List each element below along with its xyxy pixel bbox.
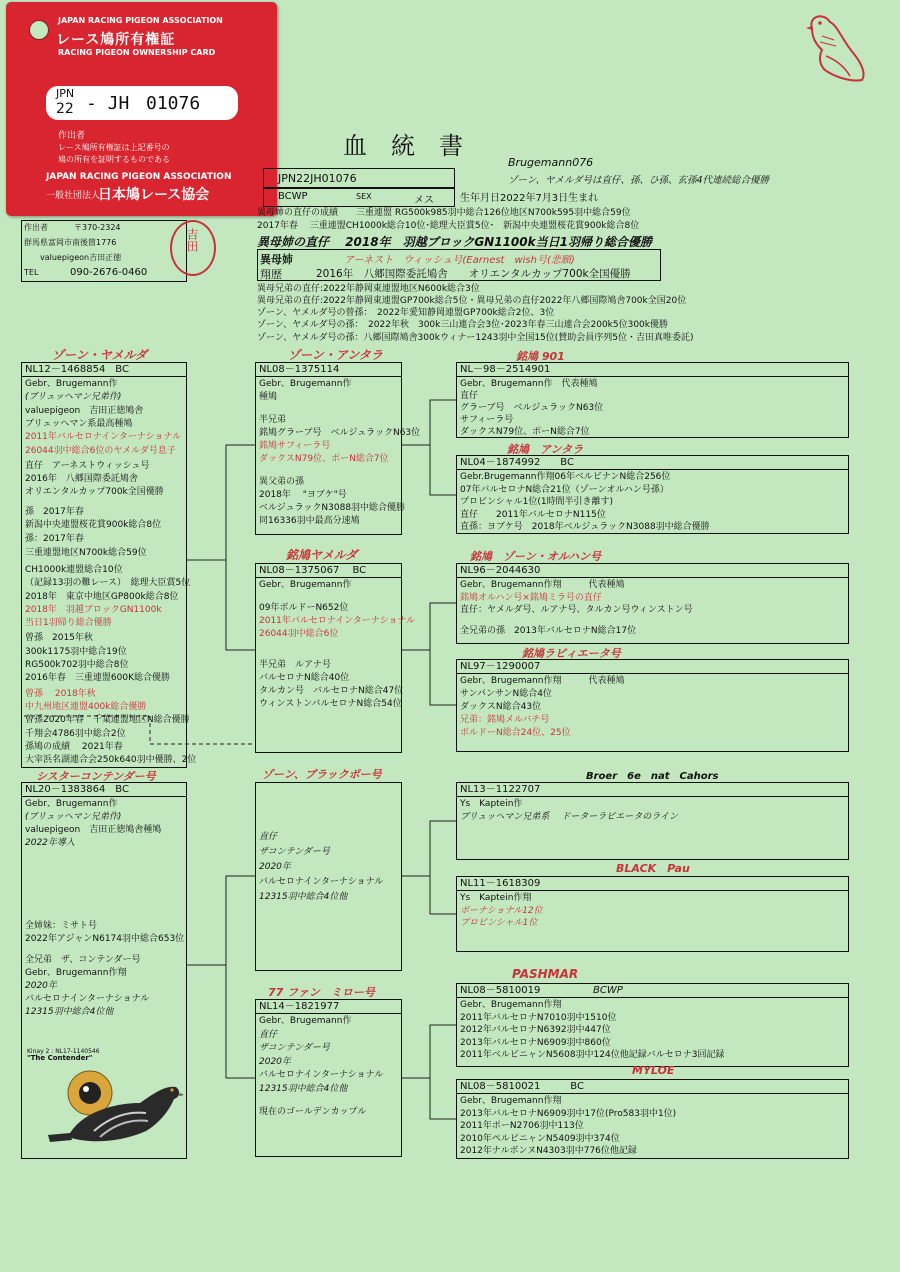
c4-ring: NL97－1290007 [457,660,848,674]
c7-line: 2013年バルセロナN6909羽中860位 [460,1037,611,1048]
breeder-seal [170,220,216,276]
c3-line: 直仔：ヤメルダ号、ルアナ号、タルカン号ウィンストン号 [460,605,693,615]
ring-prefix: JPN [56,87,75,100]
photo-ring: Kinay 2 : NL17-1140546 [27,1048,100,1055]
dam-line: 2022年導入 [25,838,75,848]
c1-line: ダックスN79位、ポーN総合7位 [460,427,590,437]
b3-box [255,782,402,971]
c4-line: ダックスN総合43位 [460,702,542,712]
c7-title: PASHMAR [512,967,579,981]
c2-title: 銘鳩 アンタラ [507,443,584,456]
half-sister-race: 2016年 八郷国際委託鳩舎 オリエンタルカップ700k全国優勝 [316,268,631,280]
sire-line: 2011年バルセロナインターナショナル [25,432,182,443]
sire-line: 曾孫 2018年秋 [25,688,96,699]
connector-b3-c5 [402,821,456,876]
c1-title: 銘鳩 901 [516,350,565,363]
b1-line: 銘鳩グラーブ号 ベルジュラックN63位 [259,428,421,438]
achievement-line-2: 2017年春 三重連盟CH1000k総合10位･総理大臣賞5位･ 新潟中央連盟桜花賞900k総合8位 [257,221,640,231]
sire-line: ブリュッヘマン系最高種鳩 [25,418,133,429]
half-sister-box [257,249,661,281]
b3-line: 直仔 [259,832,278,842]
half-sister-label: 異母姉 [260,253,293,266]
ownership-card [6,2,277,216]
b2-line: Gebr、Brugemann作 [259,580,352,590]
c2-line: プロビンシャル1位(1時間半引き離す) [460,497,614,507]
sire-line: 曾孫 2015年秋 [25,633,93,644]
sire-line: 孫：2017年春 [25,534,84,545]
b4-title: 77 ファン ミロー号 [268,986,375,999]
dam-box [21,782,187,1159]
b1-line: 種鳩 [259,392,278,402]
note-2: 異母兄弟の直仔:2022年静岡東連盟GP700k総合5位・異母兄弟の直仔2022年八郷国際鳩舎700k全国20位 [257,296,687,306]
header-ring: JPN22JH01076 [278,172,357,185]
b1-line: 異父弟の孫 [259,477,305,487]
sire-line: CH1000k連盟総合10位 [25,564,123,575]
c8-title: MYLOE [632,1064,675,1077]
b2-line: 半兄弟 ルアナ号 [259,660,332,670]
pigeon-photo-icon [28,1041,184,1153]
c7-ring-row [457,984,848,998]
dam-ring: NL20－1383864 BC [22,783,186,797]
c3-line: Gebr、Brugemann作翔 代表種鳩 [460,580,625,590]
breeder-address: 群馬県富岡市南後箇1776 [24,238,117,247]
sire-line: 孫 2017年春 [25,506,84,517]
note-4: ゾーン、ヤメルダ号の孫： 2022年秋 300k三山連合会3位･2023年春三山連合会200k5位300k優勝 [257,320,668,330]
b3-line: バルセロナインターナショナル [259,877,384,887]
doc-title: 血 統 書 [343,132,463,160]
c2-line: Gebr.Brugemann作翔06年ベルビナンN総合256位 [460,472,671,482]
c6-line: プロビンシャル1位 [460,918,538,928]
c7-line: 2011年ベルビニャンN5608羽中124位他記録バルセロナ3回記録 [460,1050,725,1060]
breeder-tel: 090-2676-0460 [70,267,148,278]
b2-line: タルカン号 バルセロナN総合47位 [259,686,404,696]
c3-ring: NL96－2044630 [457,564,848,578]
b4-line: 2020年 [259,1056,291,1067]
ring-box [263,168,455,188]
b3-title: ゾーン、ブラックポー号 [262,768,382,781]
dam-line: バルセロナインターナショナル [25,994,150,1004]
c7-line: Gebr、Brugemann作翔 [460,1000,562,1010]
c3-box [456,563,849,644]
header-subtitle: ゾーン、ヤメルダ号は直仔、孫、ひ孫、玄孫4代連続総合優勝 [508,175,770,186]
connector-dam-b4 [226,965,255,1078]
c8-box [456,1079,849,1159]
breeder-label: 作出者 [24,223,48,232]
dam-line: (ブリュッヘマン兄弟作) [25,812,122,822]
b4-line: 現在のゴールデンカップル [259,1107,367,1117]
card-assoc: JAPAN RACING PIGEON ASSOCIATION [58,16,223,25]
c5-title: Broer 6e nat Cahors [586,771,719,782]
b3-line: 2020年 [259,862,291,872]
c6-title: BLACK Pau [616,862,690,875]
c8-ring: NL08－5810021 BC [457,1080,848,1094]
b4-line: 直仔 [259,1029,278,1040]
connector-sire-b1 [187,445,255,560]
photo-caption: "The Contender" [27,1054,93,1062]
sire-line: 300k1175羽中総合19位 [25,646,127,657]
sire-line: 2018年 羽越ブロックGN1100k [25,604,162,615]
b4-line: バルセロナインターナショナル [259,1070,384,1080]
c5-box [456,782,849,860]
breeder-seal-text: 吉田 [185,228,199,252]
c5-ring: NL13－1122707 [457,783,848,797]
breeder-tel-label: TEL [24,268,39,277]
b1-line: ダックスN79位、ポーN総合7位 [259,454,389,464]
c5-line: ブリュッヘマン兄弟系 ドーターラビエータのライン [460,812,678,822]
b1-ring: NL08－1375114 [256,363,401,377]
breeder-name: valuepigeon吉田正徳 [40,253,122,262]
b4-line: ザコンテンダー号 [259,1043,330,1053]
b1-line: 半兄弟 [259,415,287,425]
b2-box [255,563,416,753]
b2-title: 銘鳩ヤメルダ [286,548,358,562]
c2-line: 07年バルセロナN総合21位（ゾーンオルハン号孫） [460,484,669,495]
sire-ring: NL12－1468854 BC [22,363,186,377]
sire-line: 三重連盟地区N700k総合59位 [25,547,147,558]
c8-line: 2010年ペルピニャンN5409羽中374位 [460,1133,620,1144]
c6-box [456,876,849,952]
sire-line: 大宰浜名湖連合会250k640羽中優勝、2位 [25,755,197,766]
card-punch-hole [29,20,49,40]
sire-line: 26044羽中総合6位のヤメルダ号息子 [25,445,176,456]
card-subtitle: RACING PIGEON OWNERSHIP CARD [58,48,216,57]
pigeon-logo-icon [798,10,870,86]
c7-line: 2012年バルセロナN6392羽中447位 [460,1025,611,1035]
ring-code: - JH [86,93,130,114]
c4-line: Gebr、Brugemann作翔 代表種鳩 [460,676,625,686]
b1-line: 2018年 "ヨブケ"号 [259,490,347,500]
sire-title: ゾーン・ヤメルダ [52,348,148,362]
sire-line: 2018年 東京中地区GP800k総合8位 [25,591,179,602]
sire-line: 中九州地区連盟400k総合優勝 [25,701,147,712]
connector-dam-b3 [187,876,255,965]
card-org-prefix: 一般社団法人 [46,191,101,201]
dam-line: 全姉妹：ミサト号 [25,921,98,931]
connector-b4-c7 [402,1025,456,1078]
header-birth: 生年月日2022年7月3日生まれ [460,193,599,204]
pigeon-name: Brugemann076 [508,156,594,169]
b4-ring: NL14－1821977 [256,1000,401,1014]
c7-ring: NL08－5810019 [460,985,541,996]
c1-line: Gebr、Brugemann作 代表種鳩 [460,379,598,389]
c8-line: 2013年バルセロナN6909羽中17位(Pro583羽中1位) [460,1108,677,1119]
dam-title: シスターコンテンダー号 [36,770,156,783]
card-title: レース鳩所有権証 [56,32,176,48]
note-1: 異母兄弟の直仔:2022年静岡東連盟地区N600k総合3位 [257,284,480,294]
sire-line: 新潟中央連盟桜花賞900k総合8位 [25,520,162,530]
c6-line: ポーナショナル12位 [460,905,543,916]
connector-b4-c8 [430,1078,456,1119]
b3-line: ザコンテンダー号 [259,847,330,857]
card-note-2: 鳩の所有を証明するものである [58,155,170,164]
sire-line: 孫鳩の成績 2021年春 [25,741,123,752]
b2-ring: NL08－1375067 BC [256,564,401,578]
note-5: ゾーン、ヤメルダ号の孫：八郷国際鳩舎300kウィナー1243羽中全国15位(賛助会員序列5位・吉田真唯委託) [257,333,694,343]
c1-line: グラーブ号 ベルジュラックN63位 [460,403,604,413]
sire-line: 当日1羽帰り総合優勝 [25,618,112,629]
b1-box [255,362,421,535]
c4-title: 銘鳩ラビィエータ号 [522,647,621,660]
ring-number-plate [46,86,238,120]
b3-line: 12315羽中総合4位他 [259,892,348,902]
c2-ring: NL04－1874992 BC [457,456,848,470]
header-color: BCWP [278,191,308,202]
c2-box [456,455,849,534]
sire-line: （記録13羽の難レース） 総理大臣賞5位 [25,578,191,589]
c7-color: BCWP [593,985,623,996]
b2-line: ウィンストンバルセロナN総合54位 [259,699,402,709]
b4-line: Gebr、Brugemann作 [259,1016,352,1026]
c7-box [456,983,849,1067]
connector-b1-c2 [430,445,456,495]
c6-line: Ys Kaptein作翔 [460,893,532,903]
b4-line: 12315羽中総合4位他 [259,1083,348,1094]
c1-ring: NL－98－2514901 [457,363,848,377]
c6-ring: NL11－1618309 [457,877,848,891]
c8-line: Gebr、Brugemann作翔 [460,1096,562,1106]
header-sex-label: SEX [356,192,372,201]
breeder-postal: 〒370-2324 [74,223,121,232]
c2-line: 直孫：ヨブケ号 2018年ベルジュラックN3088羽中総合優勝 [460,522,710,532]
card-assoc-footer: JAPAN RACING PIGEON ASSOCIATION [46,172,232,182]
half-sister-name: アーネスト ウィッシュ号(Earnest wish号(悲願) [344,255,575,266]
c4-line: ボルドーN総合24位、25位 [460,728,571,738]
dam-line: 全兄弟 ザ、コンテンダー号 [25,955,141,965]
sire-line: (ブリュッヘマン兄弟作) [25,392,122,403]
c3-line: 全兄弟の孫 2013年バルセロナN総合17位 [460,625,637,636]
b1-line: Gebr、Brugemann作 [259,379,352,389]
sire-line: 2016年春 三重連盟600K総合優勝 [25,673,170,684]
c4-line: サンパンサンN総合4位 [460,689,552,699]
header-sex: メス [414,195,434,206]
c2-line: 直仔 2011年バルセロナN115位 [460,509,606,520]
dam-line: valuepigeon 吉田正徳鳩舎種鳩 [25,825,162,835]
sire-line: 曾孫2020年春 千葉連盟地区N総合優勝 [25,715,190,726]
b1-line: 銘鳩サフィーラ号 [259,441,331,451]
c8-line: 2012年ナルボンヌN4303羽中776位他記録 [460,1146,637,1156]
c1-line: 直仔 [460,391,479,401]
connector-sire-b2 [226,560,255,650]
sire-line: 直仔 アーネストウィッシュ号 [25,460,150,471]
b1-line: 同16336羽中最高分速鳩 [259,516,360,526]
note-3: ゾーン、ヤメルダ号の曾孫： 2022年愛知静岡連盟GP700k総合2位、3位 [257,308,555,318]
card-note-1: レース鳩所有権証は上記番号の [58,143,170,152]
c1-box [456,362,849,438]
b2-line: 09年ボルドーN652位 [259,603,349,613]
card-org-name: 日本鳩レース協会 [98,187,210,203]
b2-line: バルセロナN総合40位 [259,673,350,683]
c4-box [456,659,849,752]
connector-b2-c4 [430,650,456,705]
card-creator-label: 作出者 [58,131,86,141]
sire-line: 千翔会4786羽中総合2位 [25,728,126,739]
connector-b3-c6 [430,876,456,914]
b1-line: ベルジュラックN3088羽中総合優勝 [259,503,406,513]
c1-line: サフィーラ号 [460,415,514,425]
c4-line: 兄弟：銘鳩メルバチ号 [460,715,550,725]
sire-line: Gebr、Brugemann作 [25,379,118,389]
c3-line: 銘鳩オルハン号×銘鳩ミラ号の直仔 [460,592,602,603]
dam-line: Gebr、Brugemann作 [25,799,118,809]
c5-line: Ys Kaptein作 [460,799,523,809]
achievement-line-1: 異母姉の直仔の成績 三重連盟 RG500k985羽中総合126位地区N700k595羽中総合59位 [257,208,631,218]
sire-line: valuepigeon 吉田正徳鳩舎 [25,405,144,416]
ring-year: 22 [56,101,74,117]
sire-box [21,362,197,768]
dam-line: Gebr、Brugemann作翔 [25,968,127,978]
half-sister-race-label: 翔歴 [260,268,282,281]
c7-line: 2011年バルセロナN7010羽中1510位 [460,1012,617,1023]
c8-line: 2011年ポーN2706羽中113位 [460,1121,584,1131]
achievement-line-3: 異母姉の直仔 2018年 羽越ブロックGN1100k当日1羽帰り総合優勝 [257,235,652,249]
sire-line: 2016年 八郷国際委託鳩舎 [25,474,138,485]
ring-number: 01076 [146,93,201,114]
dam-line: 2020年 [25,981,57,991]
breeder-box [21,220,187,282]
sire-line: RG500k702羽中総合8位 [25,660,129,670]
c3-title: 銘鳩 ゾーン・オルハン号 [470,550,602,563]
b2-line: 2011年バルセロナインターナショナル [259,616,416,626]
dam-line: 2022年アジャンN6174羽中総合653位 [25,934,185,944]
b2-line: 26044羽中総合6位 [259,629,339,639]
dam-line: 12315羽中総合4位他 [25,1007,114,1017]
color-sex-box [263,188,455,207]
b1-title: ゾーン・アンタラ [288,348,383,362]
sire-line: オリエンタルカップ700k全国優勝 [25,487,164,498]
b4-box [255,999,402,1157]
